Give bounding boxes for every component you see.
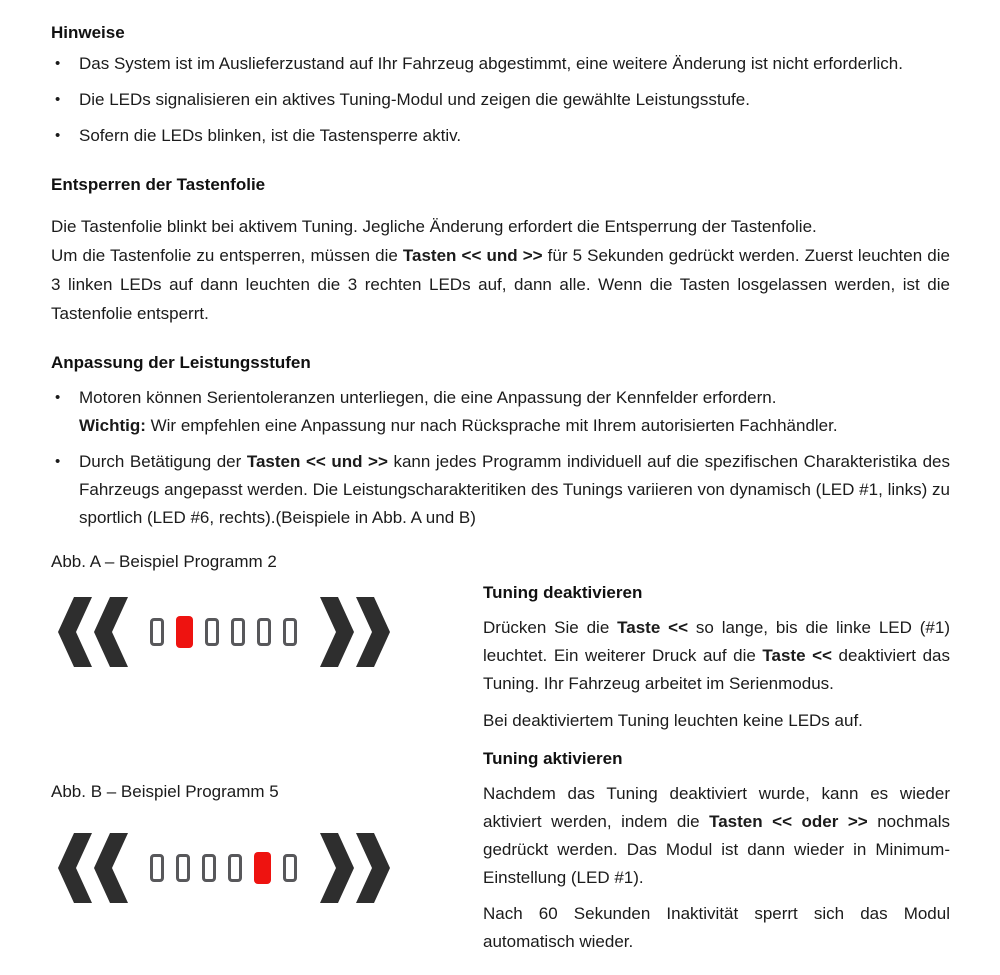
led-indicator-off — [257, 618, 271, 646]
led-row — [150, 615, 297, 649]
paragraph: Nachdem das Tuning deaktiviert wurde, kann es wieder aktiviert werden, indem die Tasten << oder >> nochmals gedrückt werden. Das Modul ist dann wieder in Minimum-Einstellung (LED #1). — [483, 784, 950, 887]
paragraph: Drücken Sie die Taste << so lange, bis die linke LED (#1) leuchtet. Ein weiterer Druck auf die Taste << deaktiviert das Tuning. Ihr Fahrzeug arbeitet im Serienmodus. — [483, 618, 950, 693]
list-item — [51, 50, 950, 78]
bullet-text: Die LEDs signalisieren ein aktives Tuning-Modul und zeigen die gewählte Leistungsstufe. — [79, 90, 750, 109]
led-indicator-off — [202, 854, 216, 882]
hinweise-bullet-list — [51, 50, 950, 150]
figures-column — [51, 550, 483, 956]
paragraph: Bei deaktiviertem Tuning leuchten keine LEDs auf. — [483, 711, 863, 730]
list-item — [51, 122, 950, 150]
bullet-text: Motoren können Serientoleranzen unterliegen, die eine Anpassung der Kennfelder erfordern. Wichtig: Wir empfehlen eine Anpassung nur nach Rücksprache mit Ihrem autorisierten Fachhändler. — [79, 388, 838, 435]
figures-and-instructions — [51, 550, 950, 956]
led-indicator-on — [254, 852, 271, 884]
led-row — [150, 851, 297, 885]
instructions-column — [483, 550, 950, 956]
bullet-text: Das System ist im Auslieferzustand auf Ihr Fahrzeug abgestimmt, eine weitere Änderung ist nicht erforderlich. — [79, 54, 903, 73]
double-chevron-left-icon — [58, 833, 128, 903]
led-display-figure-b — [58, 832, 390, 904]
double-chevron-right-icon — [320, 833, 390, 903]
list-item — [51, 448, 950, 532]
led-indicator-off — [231, 618, 245, 646]
bullet-text: Sofern die LEDs blinken, ist die Tastensperre aktiv. — [79, 126, 462, 145]
list-item — [51, 384, 950, 440]
paragraph: Um die Tastenfolie zu entsperren, müssen die Tasten << und >> für 5 Sekunden gedrückt werden. Zuerst leuchten die 3 linken LEDs auf dann leuchten die 3 rechten LEDs auf, dann alle. Wenn die Tasten losgelassen werden, ist die Tastenfolie entsperrt. — [51, 246, 950, 323]
led-display-figure-a — [58, 596, 390, 668]
double-chevron-right-icon — [320, 597, 390, 667]
led-indicator-off — [283, 618, 297, 646]
list-item — [51, 86, 950, 114]
section-title-anpassung: Anpassung der Leistungsstufen — [51, 353, 311, 372]
double-chevron-left-icon — [58, 597, 128, 667]
figure-a-caption: Abb. A – Beispiel Programm 2 — [51, 552, 277, 571]
heading-tuning-deaktivieren: Tuning deaktivieren — [483, 583, 643, 602]
paragraph: Nach 60 Sekunden Inaktivität sperrt sich das Modul automatisch wieder. — [483, 904, 950, 951]
paragraph: Die Tastenfolie blinkt bei aktivem Tuning. Jegliche Änderung erfordert die Entsperrung der Tastenfolie. — [51, 217, 817, 236]
led-indicator-on — [176, 616, 193, 648]
figure-b-caption: Abb. B – Beispiel Programm 5 — [51, 782, 279, 801]
bullet-text: Durch Betätigung der Tasten << und >> kann jedes Programm individuell auf die spezifischen Charakteristika des Fahrzeugs angepasst werden. Die Leistungscharakteritiken des Tunings variieren von dynamisch (LED #1, links) zu sportlich (LED #6, rechts).(Beispiele in Abb. A und B) — [79, 452, 950, 527]
led-indicator-off — [283, 854, 297, 882]
led-indicator-off — [176, 854, 190, 882]
heading-tuning-aktivieren: Tuning aktivieren — [483, 749, 623, 768]
section-title-hinweise: Hinweise — [51, 23, 125, 42]
led-indicator-off — [205, 618, 219, 646]
led-indicator-off — [228, 854, 242, 882]
led-indicator-off — [150, 854, 164, 882]
section-title-entsperren: Entsperren der Tastenfolie — [51, 175, 266, 194]
anpassung-bullet-list — [51, 384, 950, 532]
led-indicator-off — [150, 618, 164, 646]
